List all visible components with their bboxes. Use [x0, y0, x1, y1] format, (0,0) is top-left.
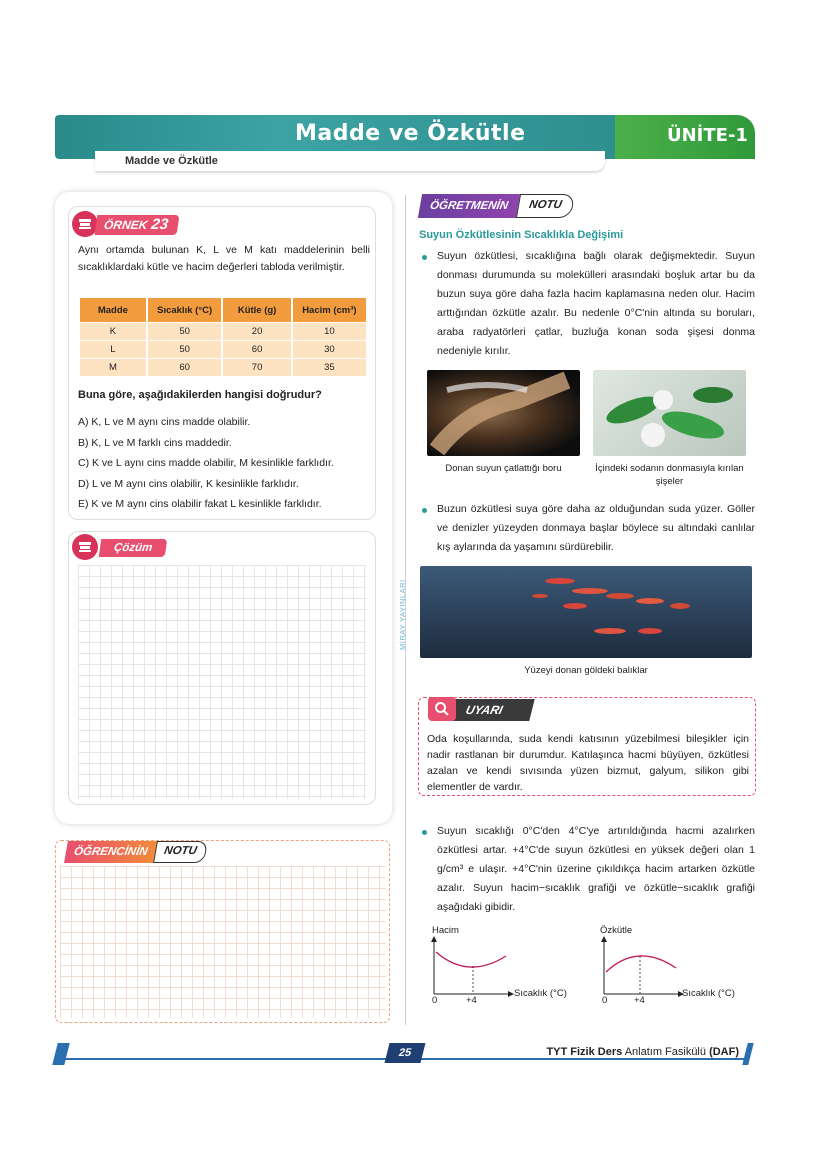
breadcrumb: Madde ve Özkütle — [125, 155, 218, 167]
density-temperature-graph — [598, 936, 688, 1002]
graph1-xlabel: Sıcaklık (°C) — [514, 988, 567, 999]
graph1-y-arrow — [431, 936, 437, 942]
book-icon — [72, 534, 98, 560]
footer-left-accent — [52, 1043, 69, 1065]
table-header-row — [80, 298, 366, 322]
table-header-cell: Kütle (g) — [223, 298, 290, 322]
page-number: 25 — [385, 1043, 426, 1063]
caption-lake: Yüzeyi donan göldeki balıklar — [524, 665, 648, 676]
table-row — [80, 358, 366, 376]
data-table — [78, 298, 368, 376]
magnifier-icon — [428, 697, 456, 721]
graph1-ylabel: Hacim — [432, 925, 459, 936]
graph2-y-arrow — [601, 936, 607, 942]
option-e[interactable]: E) K ve M aynı cins olabilir fakat L kesinlikle farklıdır. — [78, 498, 322, 510]
caption-pipe: Donan suyun çatlattığı boru — [445, 463, 562, 474]
student-note-tag — [66, 841, 206, 863]
table-cell: 20 — [223, 322, 290, 340]
example-number: 23 — [150, 216, 170, 233]
table-header-cell: Madde — [80, 298, 146, 322]
teacher-note-tag-b: NOTU — [516, 194, 575, 218]
option-b[interactable]: B) K, L ve M farklı cins maddedir. — [78, 436, 232, 449]
bullet-icon — [422, 255, 427, 260]
graph2-xlabel: Sıcaklık (°C) — [682, 988, 735, 999]
paragraph-3: Suyun sıcaklığı 0°C'den 4°C'ye artırıldığında hacmi azalırken özkütlesi artar. +4°C'de suyun özkütlesi en yüksek değeri olan 1 g/cm³ e ulaşır. +4°C'nin üzerine çıkıldıkça hacim artarken özkütle azalır. Suyun hacim−sıcaklık grafiği ve özkütle−sıcaklık grafiği aşağıdaki gibidir. — [437, 825, 755, 913]
graph1-origin: 0 — [432, 995, 438, 1006]
graph1-curve — [436, 952, 506, 967]
table-row — [80, 340, 366, 358]
bullet-icon — [422, 830, 427, 835]
footer-title-normal: Anlatım Fasikülü — [624, 1046, 706, 1058]
graph2-curve — [606, 956, 676, 972]
table-header-cell: Hacim (cm³) — [293, 298, 366, 322]
footer-title-bold: TYT Fizik Ders — [546, 1046, 623, 1058]
table-header-cell: Sıcaklık (°C) — [148, 298, 222, 322]
student-note-tag-b: NOTU — [154, 841, 208, 863]
table-cell: M — [80, 358, 146, 376]
teacher-note-tag-a: ÖĞRETMENİN — [418, 194, 520, 218]
option-d[interactable]: D) L ve M aynı cins olabilir, K kesinlikle farklıdır. — [78, 477, 299, 490]
warning-text: Oda koşullarında, suda kendi katısının yüzebilmesi bileşikler için nadir rastlanan bir durumdur. Katılaşınca hacmi büyüyen, özkütlesi azalan ve kendi sıvısında yüzen bizmut, galyum, silikon gibi elementler de vardır. — [427, 733, 749, 793]
option-a[interactable]: A) K, L ve M aynı cins madde olabilir. — [78, 416, 251, 428]
table-cell: L — [80, 340, 146, 358]
example-tag-label: ÖRNEK — [103, 218, 149, 232]
table-cell: 50 — [148, 322, 222, 340]
graph2-mark: +4 — [634, 995, 645, 1006]
graph1-mark: +4 — [466, 995, 477, 1006]
table-cell: 60 — [223, 340, 290, 358]
bullet-icon — [422, 508, 427, 513]
student-note-tag-a: ÖĞRENCİNİN — [64, 841, 157, 863]
table-cell: 60 — [148, 358, 222, 376]
footer-right-accent — [742, 1043, 753, 1065]
unit-label: ÜNİTE-1 — [667, 125, 748, 146]
graph2-ylabel: Özkütle — [600, 925, 633, 936]
answer-options — [78, 412, 334, 515]
table-cell: 50 — [148, 340, 222, 358]
frozen-bottles-photo — [593, 370, 746, 456]
table-cell: K — [80, 322, 146, 340]
section-heading: Suyun Özkütlesinin Sıcaklıkla Değişimi — [419, 229, 624, 241]
footer-title-tail: (DAF) — [709, 1046, 739, 1058]
question-prompt: Buna göre, aşağıdakilerden hangisi doğrudur? — [78, 389, 322, 401]
page-footer — [55, 1043, 755, 1065]
table-cell: 35 — [293, 358, 366, 376]
publisher-vertical-label: MİRAY YAYINLARI — [398, 579, 407, 650]
paragraph-2: Buzun özkütlesi suya göre daha az olduğundan suda yüzer. Göller ve denizler yüzeyden donmaya başlar böylece su altındaki canlılar kış aylarında da yaşamını sürdürebilir. — [437, 503, 755, 553]
example-tag — [95, 215, 180, 235]
table-cell: 30 — [293, 340, 366, 358]
solution-grid[interactable] — [78, 565, 366, 799]
paragraph-1: Suyun özkütlesi, sıcaklığına bağlı olarak değişmektedir. Suyun donması durumunda su molekülleri arasındaki boşluk artar bu da buzun suya göre daha fazla hacim kaplamasına neden olur. Hacim arttığından özkütle azalır. Bu nedenle 0°C'nin altında su boruları, araba radyatörleri çatlar, buzluğa konan soda şişesi donma nedeniyle kırılır. — [437, 250, 755, 357]
caption-bottles: İçindeki sodanın donmasıyla kırılan şişeler — [595, 463, 744, 487]
graph2-origin: 0 — [602, 995, 608, 1006]
teacher-note-tag — [420, 194, 573, 218]
option-c[interactable]: C) K ve L aynı cins madde olabilir, M kesinlikle farklıdır. — [78, 457, 334, 469]
page-header — [55, 115, 755, 167]
footer-book-title — [546, 1046, 739, 1058]
frozen-lake-fish-photo — [420, 566, 752, 658]
student-note-grid[interactable] — [60, 866, 386, 1018]
solution-tag: Çözüm — [99, 539, 168, 557]
question-text: Aynı ortamda bulunan K, L ve M katı maddelerinin belli sıcaklıklardaki kütle ve hacim değerleri tabloda verilmiştir. — [78, 244, 370, 273]
table-cell: 70 — [223, 358, 290, 376]
table-cell: 10 — [293, 322, 366, 340]
table-row — [80, 322, 366, 340]
page-title: Madde ve Özkütle — [295, 121, 526, 146]
frozen-pipe-photo — [427, 370, 580, 456]
warning-tag: UYARI — [449, 699, 535, 721]
volume-temperature-graph — [428, 936, 518, 1002]
